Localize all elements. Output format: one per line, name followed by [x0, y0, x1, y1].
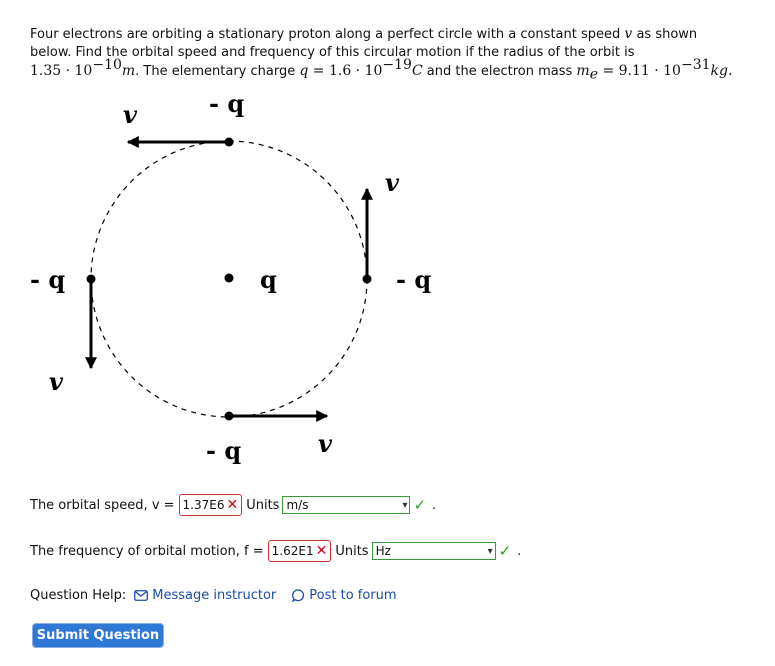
electron-top — [128, 138, 234, 147]
frequency-answer-value: 1.62E1 — [271, 544, 314, 558]
question-help-label: Question Help: — [30, 588, 127, 603]
frequency-answer-row — [30, 540, 521, 562]
speed-units-select[interactable] — [282, 496, 410, 514]
problem-line-3: $1.35 \cdot 10^{-10}m$. The elementary charge $q = 1.6 \cdot 10^{-19}C$ and the electron mass $m_e = 9.11 \cdot 10^{-31}kg$. — [30, 57, 733, 83]
label-bottom-v: v — [318, 429, 332, 458]
speed-label: The orbital speed, v = — [30, 497, 175, 513]
speech-bubble-icon — [292, 589, 305, 602]
speed-units-value: m/s — [286, 498, 309, 512]
problem-line-1: Four electrons are orbiting a stationary proton along a perfect circle with a constant speed v as shown — [30, 26, 698, 42]
speed-answer-field[interactable] — [179, 494, 243, 516]
speed-answer-value: 1.37E6 — [182, 498, 225, 512]
post-to-forum-link[interactable]: Post to forum — [292, 588, 396, 603]
envelope-icon — [134, 590, 148, 601]
label-top-v: v — [123, 100, 137, 129]
incorrect-icon: ✕ — [226, 497, 239, 513]
proton-dot — [225, 274, 234, 283]
label-left-q: - q — [30, 265, 66, 294]
submit-question-button[interactable]: Submit Question — [33, 624, 163, 647]
speed-answer-row — [30, 494, 436, 516]
correct-check-icon: ✓ — [413, 496, 427, 514]
speed-row-period: . — [432, 497, 437, 513]
orbit-diagram — [0, 88, 480, 478]
label-bottom-q: - q — [206, 436, 242, 465]
electron-bottom — [225, 412, 328, 421]
frequency-units-select[interactable] — [372, 542, 496, 560]
frequency-units-label: Units — [335, 543, 369, 559]
frequency-row-period: . — [517, 543, 522, 559]
correct-check-icon: ✓ — [498, 542, 512, 560]
speed-units-label: Units — [246, 497, 280, 513]
chevron-down-icon: ▾ — [402, 499, 408, 511]
frequency-units-value: Hz — [375, 544, 391, 558]
electron-left — [87, 275, 96, 369]
message-instructor-link[interactable]: Message instructor — [134, 588, 276, 603]
problem-statement — [30, 25, 760, 81]
question-help — [30, 588, 413, 603]
frequency-label: The frequency of orbital motion, f = — [30, 543, 264, 559]
label-center-q: q — [260, 265, 277, 294]
label-right-v: v — [385, 168, 399, 197]
electron-right — [363, 189, 372, 284]
chevron-down-icon: ▾ — [487, 545, 493, 557]
incorrect-icon: ✕ — [315, 543, 328, 559]
label-left-v: v — [49, 367, 63, 396]
problem-line-2: below. Find the orbital speed and frequency of this circular motion if the radius of the orbit is — [30, 45, 635, 60]
frequency-answer-field[interactable] — [268, 540, 332, 562]
label-right-q: - q — [396, 265, 432, 294]
label-top-q: - q — [209, 89, 245, 118]
